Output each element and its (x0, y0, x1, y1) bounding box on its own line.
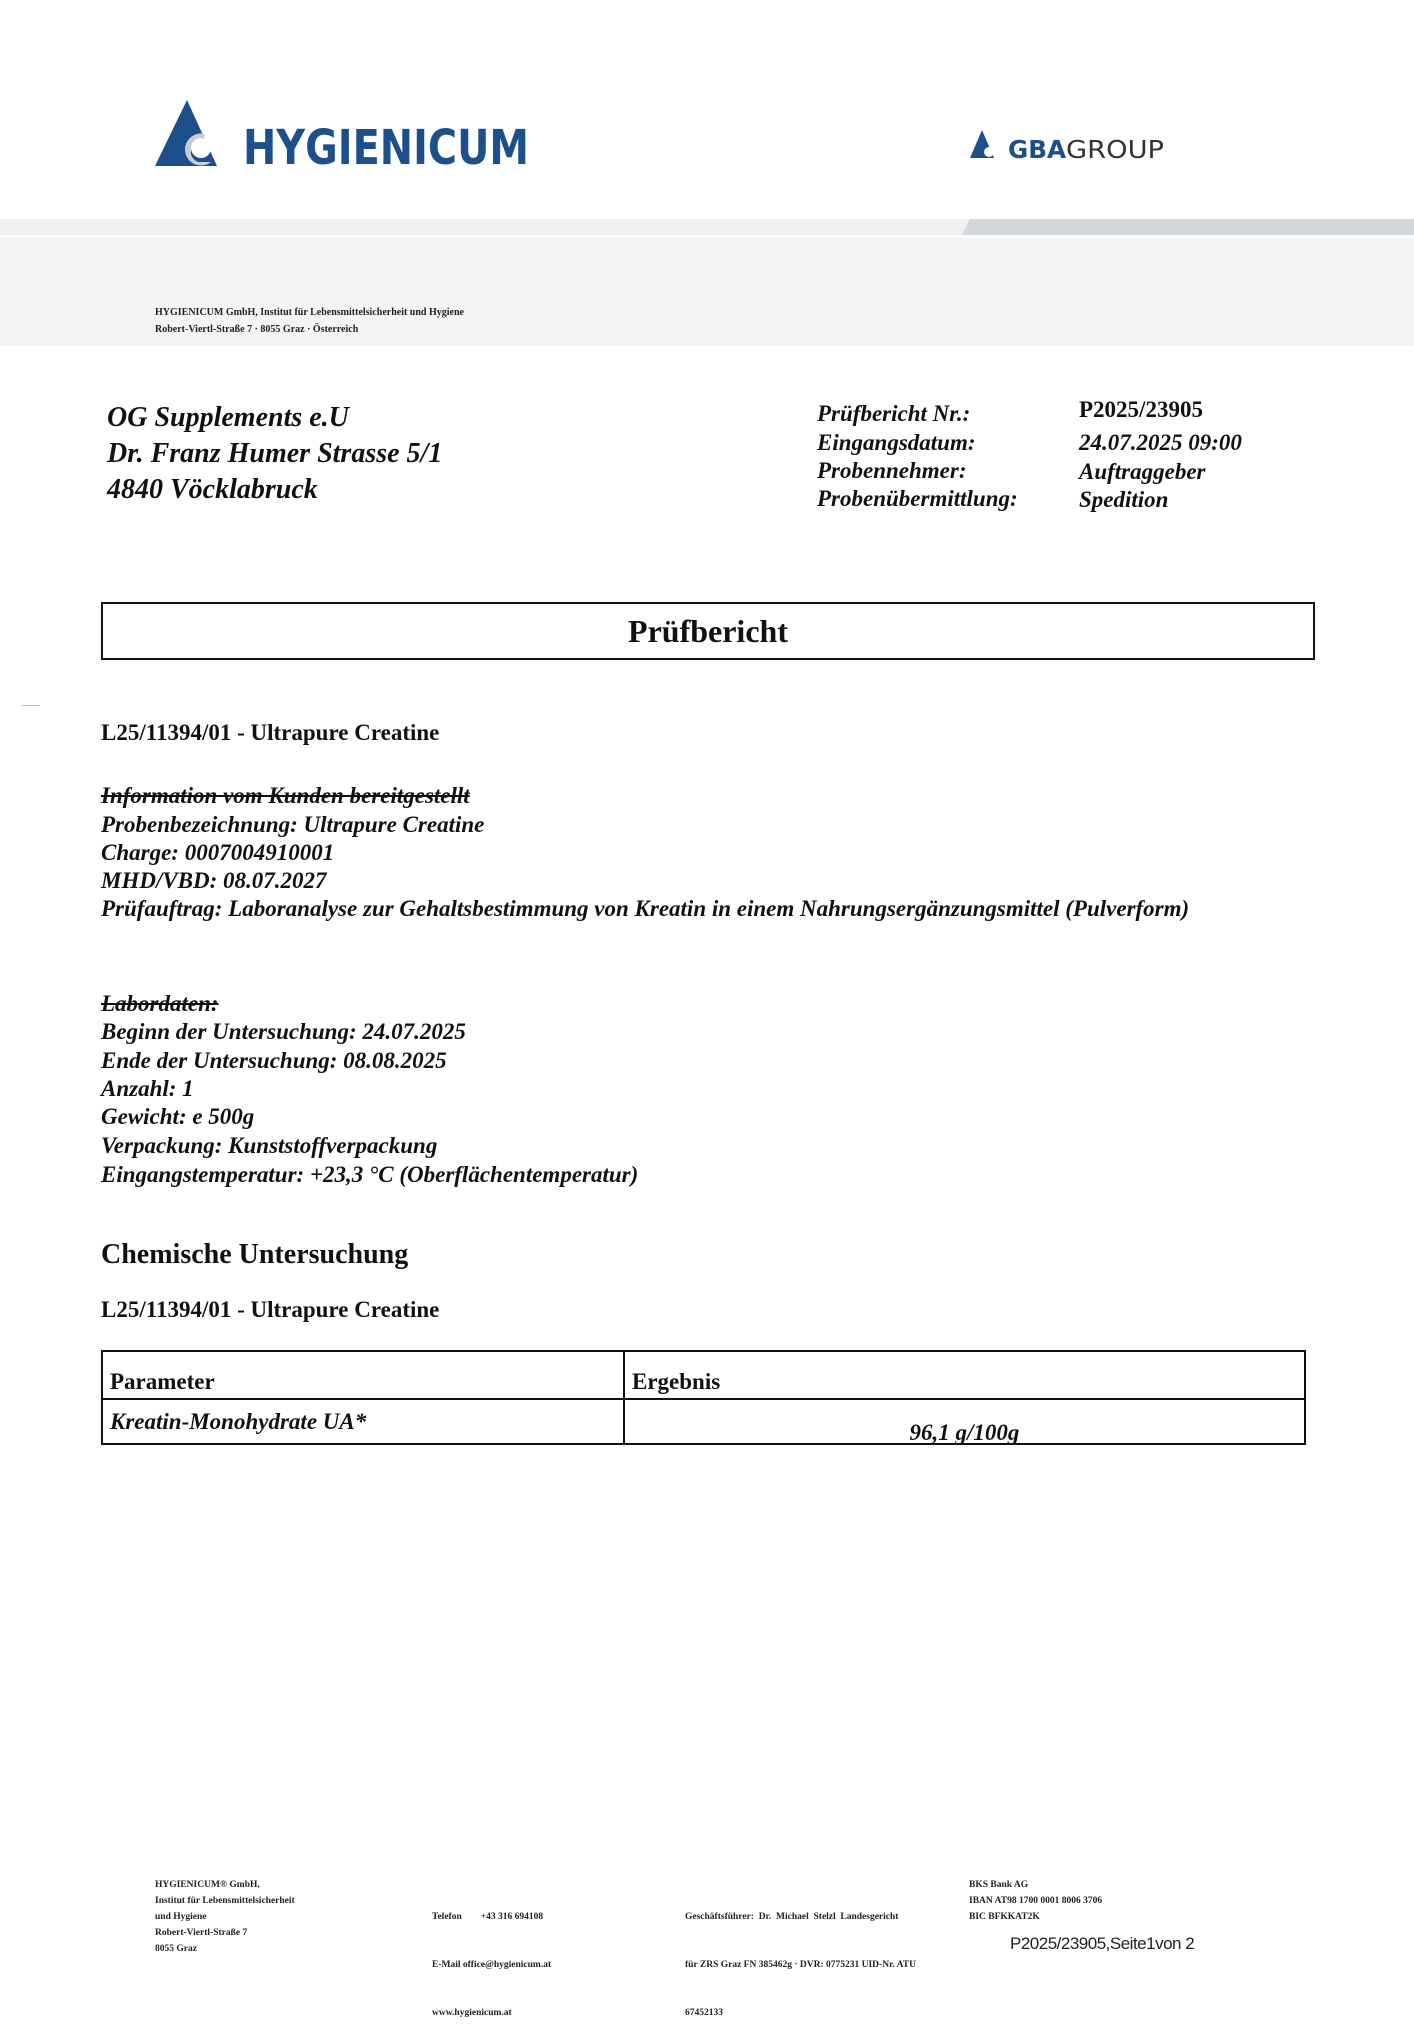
margin-mark (22, 705, 40, 706)
customer-name: OG Supplements e.U (107, 402, 349, 433)
footer-line: für ZRS Graz FN 385462g · DVR: 0775231 UID-Nr. ATU (685, 1960, 916, 1970)
lab-data-line: Verpackung: Kunststoffverpackung (101, 1133, 438, 1158)
footer-line: Robert-Viertl-Straße 7 (155, 1928, 248, 1938)
meta-value-transmission: Spedition (1079, 487, 1169, 512)
footer-website: www.hygienicum.at (432, 2008, 512, 2018)
customer-street: Dr. Franz Humer Strasse 5/1 (107, 438, 443, 469)
sender-address-line: HYGIENICUM GmbH, Institut für Lebensmittelsicherheit und Hygiene (155, 307, 464, 318)
footer-company (155, 1877, 295, 1957)
footer-line: 67452133 (685, 2008, 723, 2018)
customer-info-heading: Information vom Kunden bereitgestellt (101, 783, 470, 808)
meta-label-transmission: Probenübermittlung: (817, 486, 1018, 511)
customer-info-line: Charge: 0007004910001 (101, 840, 335, 865)
meta-value-received: 24.07.2025 09:00 (1079, 430, 1242, 455)
sample-heading: L25/11394/01 - Ultrapure Creatine (101, 720, 440, 745)
footer-email: E-Mail office@hygienicum.at (432, 1960, 552, 1970)
footer-contact (432, 1877, 551, 2037)
column-header-result: Ergebnis (624, 1351, 1305, 1399)
footer-line: 8055 Graz (155, 1944, 197, 1954)
cell-parameter: Kreatin-Monohydrate UA* (102, 1399, 624, 1444)
cell-result: 96,1 g/100g (624, 1399, 1305, 1444)
customer-info-line: MHD/VBD: 08.07.2027 (101, 868, 327, 893)
meta-label-sampler: Probennehmer: (817, 458, 967, 483)
meta-value-sampler: Auftraggeber (1079, 459, 1206, 484)
lab-data-line: Anzahl: 1 (101, 1076, 194, 1101)
footer-line: Institut für Lebensmittelsicherheit (155, 1896, 295, 1906)
footer-legal (685, 1877, 916, 2037)
table-row (102, 1399, 1305, 1444)
meta-value-report-no: P2025/23905 (1079, 397, 1203, 422)
chem-sample-heading: L25/11394/01 - Ultrapure Creatine (101, 1297, 440, 1322)
footer-line: IBAN AT98 1700 0001 8006 3706 (969, 1896, 1103, 1906)
footer-line: BKS Bank AG (969, 1880, 1029, 1890)
svg-text:GBA: GBA (1008, 135, 1067, 164)
meta-label-report-no: Prüfbericht Nr.: (817, 401, 971, 426)
customer-info-line: Prüfauftrag: Laboranalyse zur Gehaltsbestimmung von Kreatin in einem Nahrungsergänzungsmittel (Pulverform) (101, 896, 1190, 921)
lab-data-line: Beginn der Untersuchung: 24.07.2025 (101, 1019, 466, 1044)
lab-data-line: Gewicht: e 500g (101, 1104, 255, 1129)
meta-label-received: Eingangsdatum: (817, 430, 976, 455)
table-header-row (102, 1351, 1305, 1399)
footer-bank (969, 1877, 1102, 1925)
lab-data-line: Eingangstemperatur: +23,3 °C (Oberflächentemperatur) (101, 1162, 639, 1187)
hygienicum-logo (155, 98, 535, 176)
svg-text:GROUP: GROUP (1066, 135, 1164, 164)
chem-heading: Chemische Untersuchung (101, 1239, 409, 1270)
report-title-box (101, 602, 1315, 660)
results-table (101, 1350, 1306, 1445)
header-band-accent (962, 219, 1414, 235)
footer-line: und Hygiene (155, 1912, 207, 1922)
column-header-parameter: Parameter (102, 1351, 624, 1399)
footer-line: HYGIENICUM® GmbH, (155, 1880, 260, 1890)
customer-city: 4840 Vöcklabruck (107, 474, 318, 505)
page-number: P2025/23905,Seite1von 2 (1010, 1934, 1195, 1953)
footer-line: Geschäftsführer: Dr. Michael Stelzl Landesgericht (685, 1912, 899, 1922)
footer-line: BIC BFKKAT2K (969, 1912, 1040, 1922)
lab-data-line: Ende der Untersuchung: 08.08.2025 (101, 1048, 447, 1073)
svg-text:HYGIENICUM: HYGIENICUM (243, 120, 529, 176)
report-title: Prüfbericht (628, 613, 788, 649)
footer-phone: Telefon +43 316 694108 (432, 1912, 544, 1922)
sender-address-line: Robert-Viertl-Straße 7 · 8055 Graz · Österreich (155, 324, 359, 335)
customer-info-line: Probenbezeichnung: Ultrapure Creatine (101, 812, 485, 837)
gba-group-logo (970, 128, 1170, 167)
lab-data-heading: Labordaten: (101, 991, 219, 1016)
